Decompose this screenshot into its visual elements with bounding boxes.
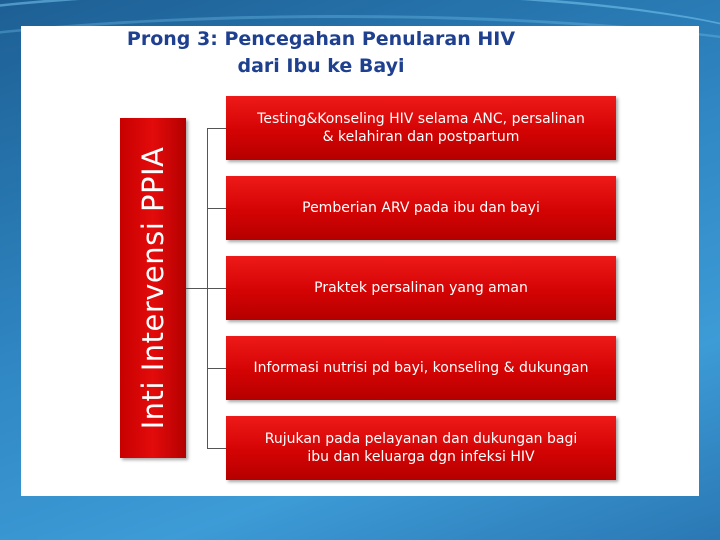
title-line-1: Prong 3: Pencegahan Penularan HIV <box>126 28 516 50</box>
connector-branch-3 <box>207 288 226 289</box>
vertical-label-box <box>120 118 186 458</box>
title-line-2: dari Ibu ke Bayi <box>237 55 405 77</box>
card-text-line-2: ibu dan keluarga dgn infeksi HIV <box>307 449 535 465</box>
card-text-line-1: Testing&Konseling HIV selama ANC, persalinan <box>257 111 585 127</box>
connector-branch-4 <box>207 368 226 369</box>
slide-canvas <box>21 26 699 496</box>
vertical-label: Inti Intervensi PPIA <box>136 146 170 430</box>
connector-branch-1 <box>207 128 226 129</box>
intervention-card <box>226 96 616 160</box>
slide-title <box>21 26 621 80</box>
intervention-card <box>226 416 616 480</box>
intervention-card <box>226 256 616 320</box>
card-text-line-2: & kelahiran dan postpartum <box>322 129 520 145</box>
intervention-card <box>226 176 616 240</box>
card-text-line-1: Rujukan pada pelayanan dan dukungan bagi <box>264 431 578 447</box>
connector-branch-5 <box>207 448 226 449</box>
card-text-line-1: Informasi nutrisi pd bayi, konseling & dukungan <box>253 360 589 376</box>
card-text-line-1: Praktek persalinan yang aman <box>314 280 528 296</box>
intervention-card <box>226 336 616 400</box>
card-text-line-1: Pemberian ARV pada ibu dan bayi <box>302 200 540 216</box>
connector-stub <box>186 288 207 289</box>
connector-branch-2 <box>207 208 226 209</box>
